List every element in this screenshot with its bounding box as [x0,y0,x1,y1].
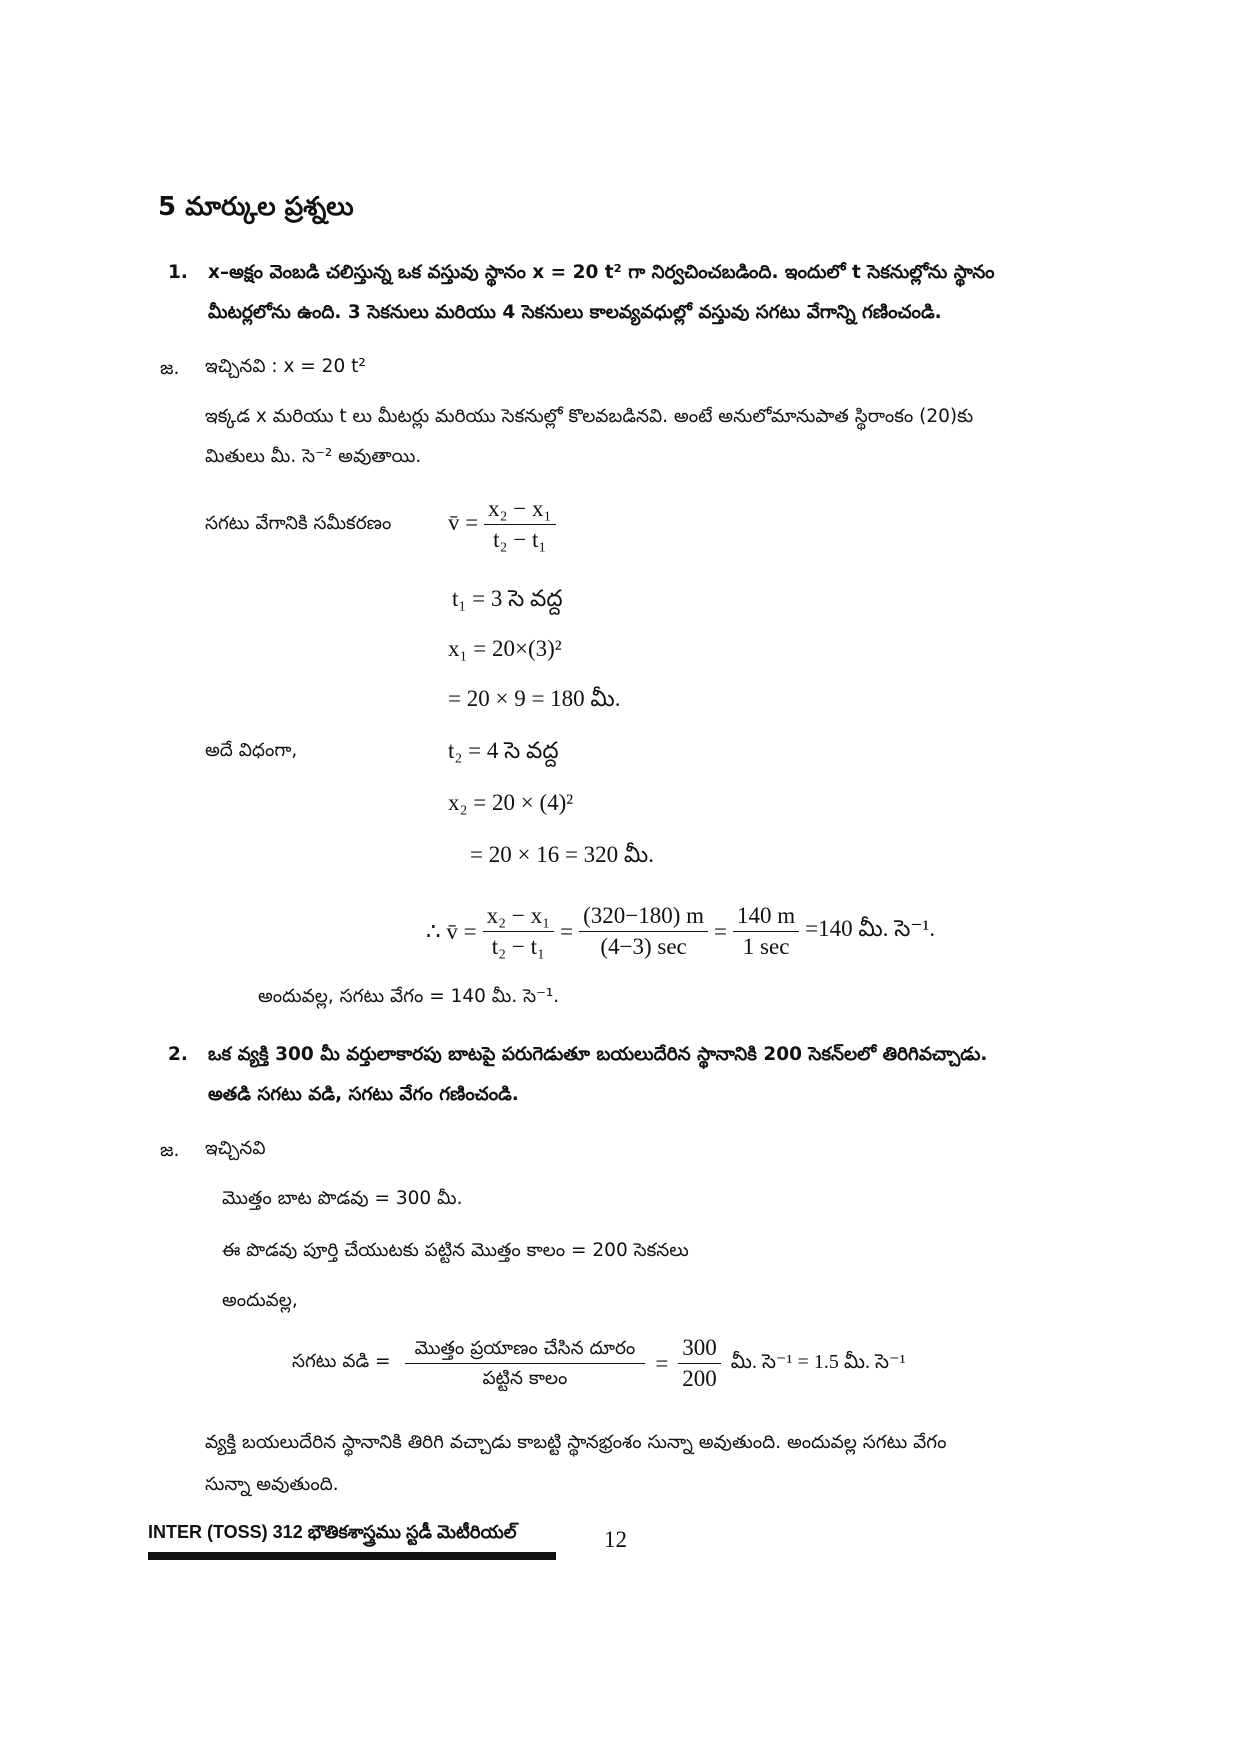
calc-step: t₁ = 3 సె వద్ద [452,586,563,611]
speed-label: సగటు వడి = [292,1351,391,1373]
answer-label: జ. [160,358,180,379]
equals-sign: = [655,1350,669,1376]
question-number: 1. [168,262,188,283]
question-text-line: అతడి సగటు వడి, సగటు వేగం గణించండి. [208,1084,519,1105]
fraction-denominator: 1 sec [742,934,790,960]
question-text-line: x–అక్షం వెంబడి చలిస్తున్న ఒక వస్తువు స్థానం x = 20 t² గా నిర్వచించబడింది. ఇందులో t సెకనుల్లోను స్థానం [208,262,995,283]
fraction-denominator: t₂ − t₁ [493,527,547,553]
vbar-symbol: v̄ = [448,510,479,536]
speed-value-fraction [678,1335,721,1393]
fraction-denominator: (4−3) sec [600,934,687,960]
given-line: ఈ పొడవు పూర్తి చేయుటకు పట్టిన మొత్తం కాలం = 200 సెకనలు [222,1240,689,1261]
section-title: 5 మార్కుల ప్రశ్నలు [158,192,354,222]
given-values: ఇచ్చినవి [205,1138,266,1159]
velocity-fraction [484,496,556,554]
conclusion-line: అందువల్ల, సగటు వేగం = 140 మీ. సె⁻¹. [258,986,560,1007]
calc-step: x₁ = 20×(3)² [448,636,562,661]
similarly-label: అదే విధంగా, [205,740,298,761]
equals-sign: = [560,918,574,944]
fraction-numerator: మొత్తం ప్రయాణం చేసిన దూరం [405,1338,646,1364]
therefore-label: అందువల్ల, [222,1290,298,1311]
equals-sign: = [714,918,728,944]
calc-step: t₂ = 4 సె వద్ద [448,738,559,763]
paragraph-line: సున్నా అవుతుంది. [205,1474,339,1495]
answer-label: జ. [160,1140,180,1161]
question-text-line: ఒక వ్యక్తి 300 మీ వర్తులాకారపు బాటపై పరుగెడుతూ బయలుదేరిన స్థానానికి 200 సెకన్‌లలో తిరిగివచ్చాడు. [208,1044,988,1065]
speed-result: మీ. సె⁻¹ = 1.5 మీ. సె⁻¹ [730,1351,906,1374]
substituted-fraction [579,903,708,961]
velocity-fraction [483,903,555,961]
therefore-vbar: ∴ v̄ = [426,918,477,944]
calc-step: = 20 × 16 = 320 మీ. [470,842,654,867]
average-velocity-formula [448,496,556,554]
average-speed-formula [292,1335,906,1393]
velocity-result: =140 మీ. సె⁻¹. [805,915,936,941]
fraction-numerator: (320−180) m [579,903,708,932]
footer-title: INTER (TOSS) 312 భౌతికశాస్త్రము స్టడీ మెటీరియల్ [148,1522,517,1542]
fraction-denominator: 200 [682,1366,717,1392]
simplified-fraction [733,903,799,961]
question-text-line: మీటర్లలోను ఉంది. 3 సెకనులు మరియు 4 సెకనులు కాలవ్యవధుల్లో వస్తువు సగటు వేగాన్ని గణించండి. [208,302,942,323]
fraction-numerator: x₂ − x₁ [484,496,556,525]
paragraph-line: వ్యక్తి బయలుదేరిన స్థానానికి తిరిగి వచ్చాడు కాబట్టి స్థానభ్రంశం సున్నా అవుతుంది. అందువల్ల సగటు వేగం [205,1432,947,1453]
fraction-denominator: t₂ − t₁ [491,934,546,960]
footer-rule [148,1552,556,1560]
question-number: 2. [168,1044,188,1065]
calc-step: = 20 × 9 = 180 మీ. [448,686,621,711]
fraction-denominator: పట్టిన కాలం [482,1368,568,1390]
given-values: ఇచ్చినవి : x = 20 t² [205,356,366,377]
calc-step: x₂ = 20 × (4)² [448,790,574,815]
equation-label: సగటు వేగానికి సమీకరణం [205,513,392,534]
given-line: మొత్తం బాట పొడవు = 300 మీ. [222,1188,463,1209]
fraction-numerator: x₂ − x₁ [483,903,555,932]
paragraph-line: మితులు మీ. సె⁻² అవుతాయి. [205,446,422,467]
fraction-numerator: 140 m [733,903,799,932]
page-number: 12 [604,1527,627,1552]
fraction-numerator: 300 [678,1335,721,1364]
speed-word-fraction [405,1338,646,1390]
paragraph-line: ఇక్కడ x మరియు t లు మీటర్లు మరియు సెకనుల్లో కొలవబడినవి. అంటే అనులోమానుపాత స్థిరాంకం (20)కు [205,406,974,427]
velocity-computation [426,903,935,961]
